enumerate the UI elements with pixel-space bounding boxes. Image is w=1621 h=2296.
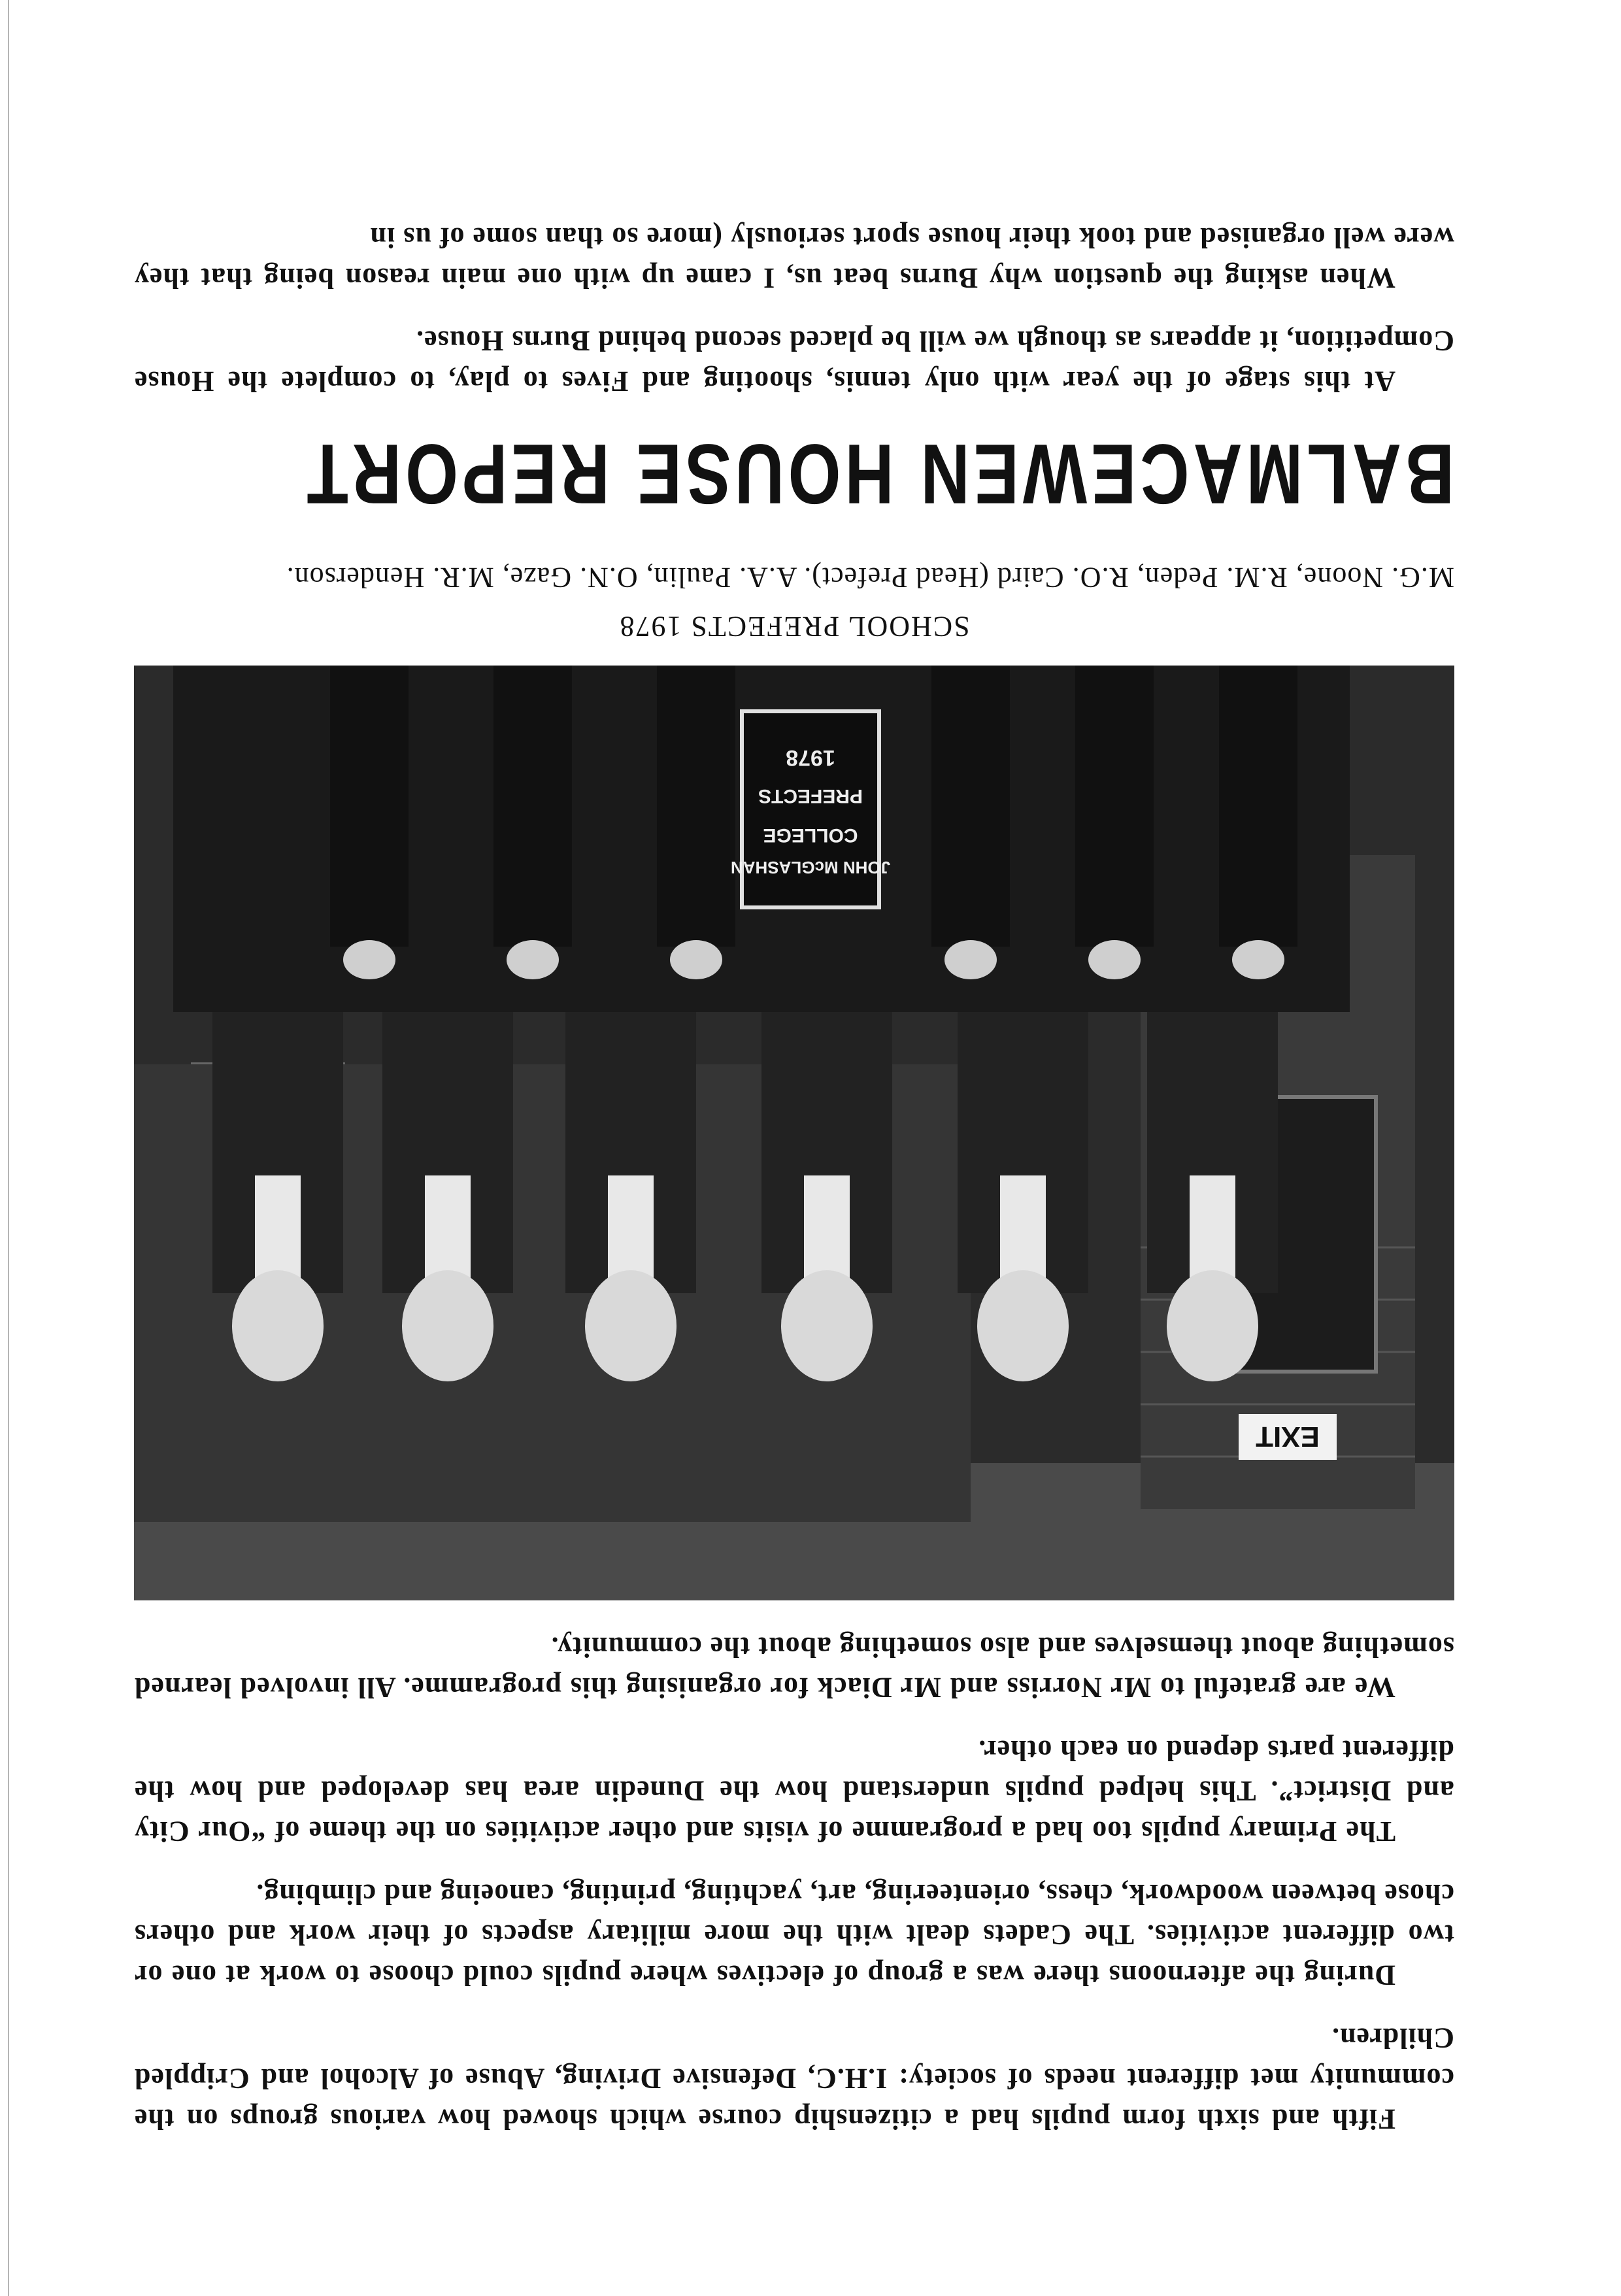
prefects-photo-drawing [134, 666, 1454, 1600]
report-paragraph: At this stage of the year with only tennis, shooting and Fives to play, to complete the House Competition, it appears as though we will be placed second behind Burns House. [134, 325, 1454, 397]
section-heading: BALMACEWEN HOUSE REPORT [303, 426, 1454, 521]
plaque-line: JOHN McGLASHAN [730, 858, 891, 877]
photo-caption-title: SCHOOL PREFECTS 1978 [618, 611, 970, 643]
plaque-line: PREFECTS [758, 785, 863, 807]
grateful-paragraph: We are grateful to Mr Norriss and Mr Diack for organising this programme. All involved learned something about themselves and also something about the community. [134, 1631, 1454, 1704]
electives-paragraph: During the afternoons there was a group of electives where pupils could choose to work at one or two different activities. The Cadets dealt with the more military aspects of their work and others chose between woodwork, chess, orienteering, art, yachting, printing, canoeing and climbing. [134, 1878, 1454, 1991]
prefects-photo [134, 666, 1454, 1600]
primary-paragraph: The Primary pupils too had a programme of visits and other activities on the theme of “Our City and District”. This helped pupils understand how the Dunedin area has developed and how the different parts depend on each other. [134, 1734, 1454, 1848]
scan-edge-line [8, 0, 9, 2296]
photo-caption-names: M.G. Noone, R.M. Peden, R.O. Caird (Head Prefect). A.A. Paulin, O.N. Gaze, M.R. Henderson. [286, 562, 1454, 594]
plaque-line: COLLEGE [763, 824, 858, 846]
prefects-plaque [742, 711, 879, 907]
plaque-line: 1978 [786, 745, 835, 770]
page-content [134, 195, 1454, 2139]
citizenship-paragraph: Fifth and sixth form pupils had a citizenship course which showed how various groups on the community met different needs of society: I.H.C, Defensive Driving, Abuse of Alcohol and Crippled Children. [134, 2022, 1454, 2135]
exit-sign-text: EXIT [1256, 1421, 1320, 1453]
report-paragraph: When asking the question why Burns beat us, I came up with one main reason being that they were well organised and took their house sport seriously (more so than some of us in [134, 222, 1454, 294]
